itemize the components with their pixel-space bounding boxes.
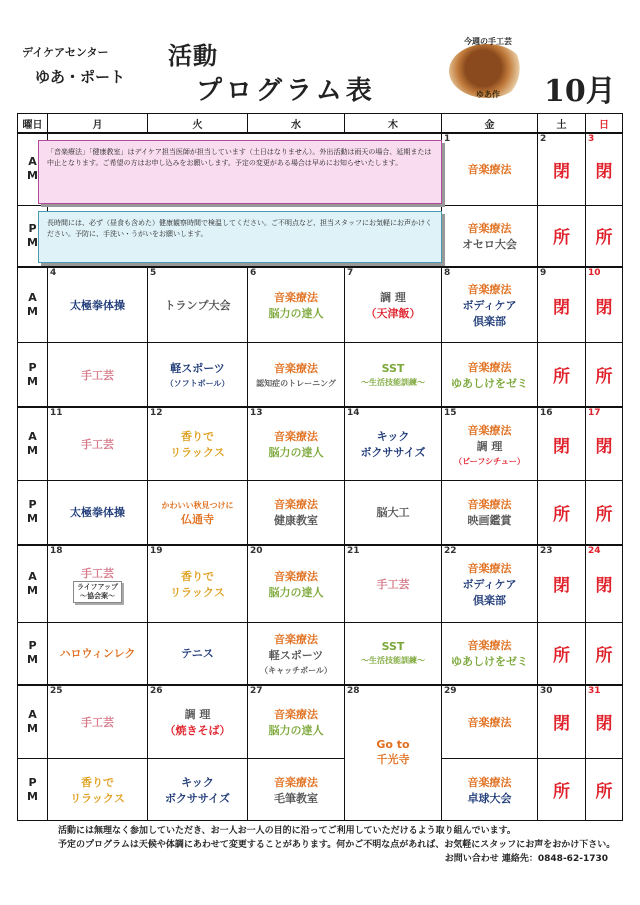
- cell-w2-wed-am: [248, 267, 345, 343]
- activity: 音楽療法: [467, 775, 512, 789]
- date-number: 11: [50, 407, 63, 418]
- header-mon: 月: [48, 114, 148, 134]
- activity: 手工芸: [81, 715, 114, 729]
- activity: （ビーフシチュー）: [454, 456, 525, 466]
- cell-w4-thu-am: [345, 545, 442, 623]
- activity: 香りで: [81, 775, 114, 789]
- cell-w5-tue-pm: [148, 759, 248, 821]
- activity: 手工芸: [81, 438, 114, 452]
- activity: 音楽療法: [274, 498, 318, 512]
- activity: 音楽療法: [274, 632, 318, 646]
- footer-note: [58, 824, 618, 866]
- month-label: 10月: [544, 74, 616, 109]
- cell-w2-sat-pm: [538, 343, 586, 407]
- date-number: 1: [444, 134, 451, 144]
- cell-w5-mon-pm: [48, 759, 148, 821]
- date-number: 6: [250, 267, 257, 278]
- activity: ボクササイズ: [360, 446, 426, 460]
- cell-w5-fri-am: [442, 685, 538, 759]
- header-thu: 木: [345, 114, 442, 134]
- cell-w1-sun-pm: [586, 205, 623, 267]
- am-label: A M: [18, 685, 48, 759]
- footer-line2: 予定のプログラムは天候や体調にあわせて変更することがあります。何かご不明な点があれば、お気軽にスタッフにお声をおかけ下さい。: [58, 840, 616, 850]
- activity: 香りで: [181, 430, 214, 444]
- activity: 卓球大会: [467, 791, 512, 805]
- footer-line1: 活動には無理なく参加していただき、お一人お一人の目的に沿ってご利用していただけるよう取り組んでいます。: [58, 826, 516, 836]
- cell-w2-mon-pm: [48, 343, 148, 407]
- weekday-header-row: [18, 114, 623, 134]
- am-label: A M: [18, 407, 48, 481]
- cell-w3-thu-pm: [345, 481, 442, 545]
- logo-bottom-text: ゆあ作: [476, 90, 500, 99]
- date-number: 13: [250, 407, 263, 418]
- closed-mark: 閉: [553, 161, 570, 182]
- header-wed: 水: [248, 114, 345, 134]
- cell-w2-thu-am: [345, 267, 442, 343]
- week5-pm-row: [18, 759, 623, 821]
- closed-mark: 閉: [595, 297, 613, 318]
- header-tue: 火: [148, 114, 248, 134]
- cell-w5-sun-pm: [586, 759, 623, 821]
- place-name: ゆあ・ポート: [35, 68, 126, 86]
- date-number: 30: [540, 685, 553, 696]
- date-number: 26: [150, 685, 163, 696]
- cell-w3-sun-pm: [586, 481, 623, 545]
- closed-mark: 所: [553, 782, 570, 803]
- activity: 音楽療法: [274, 569, 318, 583]
- date-number: 2: [540, 134, 547, 144]
- activity: 仏通寺: [181, 512, 214, 526]
- activity: 脳力の達人: [268, 446, 324, 460]
- activity: 音楽療法: [274, 291, 318, 305]
- activity: （焼きそば）: [164, 723, 231, 737]
- center-name: デイケアセンター: [22, 46, 109, 59]
- activity: 音楽療法: [467, 283, 512, 297]
- date-number: 29: [444, 685, 457, 696]
- activity: 調 理: [476, 439, 503, 453]
- cell-w4-thu-pm: [345, 623, 442, 685]
- cell-w2-thu-pm: [345, 343, 442, 407]
- cell-w3-thu-am: [345, 407, 442, 481]
- cell-w1-fri-am: [442, 133, 538, 205]
- activity: 脳力の達人: [268, 585, 324, 599]
- week5-am-row: [18, 685, 623, 759]
- date-number: 17: [588, 407, 601, 418]
- date-number: 3: [588, 134, 595, 144]
- closed-mark: 所: [595, 228, 613, 249]
- date-number: 28: [347, 685, 360, 696]
- notice-box-pink: 「音楽療法」「健康教室」はデイケア担当医師が担当しています（土日はなりません）。外出活動は雨天の場合、延期または中止となります。ご希望の方はお申し込みをお願いします。予定の変更がある場合は早めにお知らせいたします。: [38, 140, 442, 204]
- cell-w4-mon-pm: [48, 623, 148, 685]
- logo-top-text: 今週の手工芸: [464, 37, 512, 46]
- activity: 脳力の達人: [268, 307, 324, 321]
- activity: Go to: [376, 738, 410, 752]
- cell-w3-mon-am: [48, 407, 148, 481]
- activity: 音楽療法: [274, 430, 318, 444]
- cell-w2-fri-am: [442, 267, 538, 343]
- activity: 認知症のトレーニング: [256, 379, 336, 389]
- activity: ボディケア: [462, 299, 517, 313]
- activity: 調 理: [184, 707, 211, 721]
- activity: 太極拳体操: [70, 299, 125, 313]
- activity: 千光寺: [376, 753, 410, 767]
- cell-w2-sun-pm: [586, 343, 623, 407]
- closed-mark: 所: [553, 367, 570, 388]
- closed-mark: 所: [595, 645, 613, 666]
- closed-mark: 閉: [595, 161, 613, 182]
- cell-w3-fri-am: [442, 407, 538, 481]
- cell-w2-tue-am: [148, 267, 248, 343]
- closed-mark: 閉: [553, 714, 570, 735]
- date-number: 14: [347, 407, 360, 418]
- pm-label: P M: [18, 343, 48, 407]
- cell-w3-sun-am: [586, 407, 623, 481]
- closed-mark: 閉: [553, 436, 570, 457]
- cell-w2-tue-pm: [148, 343, 248, 407]
- pm-label: P M: [18, 481, 48, 545]
- date-number: 25: [50, 685, 63, 696]
- activity: ボクササイズ: [164, 791, 231, 805]
- activity: ボディケア: [462, 577, 517, 591]
- cell-w5-mon-am: [48, 685, 148, 759]
- closed-mark: 閉: [553, 297, 570, 318]
- date-number: 27: [250, 685, 263, 696]
- cell-w2-sat-am: [538, 267, 586, 343]
- activity: ～生活技能訓練～: [361, 377, 425, 387]
- pm-label: P M: [18, 759, 48, 821]
- cell-w2-wed-pm: [248, 343, 345, 407]
- closed-mark: 所: [595, 504, 613, 525]
- activity: 脳大工: [376, 506, 410, 520]
- cell-w4-wed-am: [248, 545, 345, 623]
- closed-mark: 所: [553, 228, 570, 249]
- activity: 音楽療法: [467, 423, 512, 437]
- closed-mark: 閉: [595, 436, 613, 457]
- cell-w4-tue-am: [148, 545, 248, 623]
- date-number: 19: [150, 545, 163, 556]
- cell-w5-fri-pm: [442, 759, 538, 821]
- date-number: 22: [444, 545, 457, 556]
- date-number: 12: [150, 407, 163, 418]
- cell-w5-tue-am: [148, 685, 248, 759]
- activity: SST: [381, 640, 405, 654]
- cell-w4-sat-am: [538, 545, 586, 623]
- closed-mark: 所: [595, 367, 613, 388]
- date-number: 4: [50, 267, 57, 278]
- activity: リラックス: [70, 791, 125, 805]
- contact-info: お問い合わせ 連絡先：0848-62-1730: [444, 854, 608, 864]
- activity: トランプ大会: [164, 299, 231, 313]
- header-day-label: 曜日: [18, 114, 48, 134]
- activity: 手工芸: [81, 368, 114, 382]
- page-title-line2: プログラム表: [196, 76, 376, 106]
- cell-w1-sat-am: [538, 133, 586, 205]
- week3-pm-row: [18, 481, 623, 545]
- activity: 映画鑑賞: [467, 514, 512, 528]
- cell-w1-sun-am: [586, 133, 623, 205]
- activity: キック: [376, 430, 410, 444]
- activity: 毛筆教室: [274, 791, 318, 805]
- activity: リラックス: [170, 585, 225, 599]
- date-number: 23: [540, 545, 553, 556]
- cell-w3-wed-am: [248, 407, 345, 481]
- activity: 香りで: [181, 569, 214, 583]
- activity: キック: [181, 775, 214, 789]
- activity: SST: [381, 361, 405, 375]
- date-number: 9: [540, 267, 547, 278]
- cell-w4-fri-am: [442, 545, 538, 623]
- closed-mark: 閉: [595, 714, 613, 735]
- pm-label: P M: [18, 205, 48, 267]
- life-up-box: [73, 581, 122, 603]
- activity: 音楽療法: [467, 639, 512, 653]
- date-number: 5: [150, 267, 157, 278]
- cell-w5-sat-pm: [538, 759, 586, 821]
- activity: テニス: [181, 647, 214, 661]
- cell-w3-wed-pm: [248, 481, 345, 545]
- activity: 軽スポーツ: [170, 362, 225, 376]
- activity: 音楽療法: [274, 775, 318, 789]
- activity: 音楽療法: [274, 707, 318, 721]
- activity: 手工芸: [376, 577, 410, 591]
- closed-mark: 閉: [553, 576, 570, 597]
- am-label: A M: [18, 545, 48, 623]
- cell-w1-sat-pm: [538, 205, 586, 267]
- closed-mark: 所: [553, 645, 570, 666]
- week4-am-row: [18, 545, 623, 623]
- week3-am-row: [18, 407, 623, 481]
- activity: オセロ大会: [462, 237, 517, 251]
- cell-w5-sat-am: [538, 685, 586, 759]
- activity: 健康教室: [274, 514, 318, 528]
- cell-w5-sun-am: [586, 685, 623, 759]
- cell-w5-thu: [345, 685, 442, 821]
- cell-w4-sun-pm: [586, 623, 623, 685]
- closed-mark: 所: [595, 782, 613, 803]
- cell-w3-sat-pm: [538, 481, 586, 545]
- cell-w4-sun-am: [586, 545, 623, 623]
- cell-w2-sun-am: [586, 267, 623, 343]
- activity: （ソフトボール）: [165, 379, 230, 389]
- activity: 音楽療法: [467, 163, 512, 177]
- activity: （キャッチボール）: [260, 665, 332, 675]
- cell-w4-tue-pm: [148, 623, 248, 685]
- cell-w3-tue-pm: [148, 481, 248, 545]
- week2-pm-row: [18, 343, 623, 407]
- activity: 手工芸: [81, 566, 114, 580]
- activity: 倶楽部: [473, 315, 506, 329]
- am-label: A M: [18, 267, 48, 343]
- cell-w3-mon-pm: [48, 481, 148, 545]
- page-title-line1: 活動: [168, 41, 218, 70]
- date-number: 7: [347, 267, 354, 278]
- activity: 調 理: [380, 291, 406, 305]
- cell-w4-sat-pm: [538, 623, 586, 685]
- activity: 音楽療法: [467, 715, 512, 729]
- activity: ～生活技能訓練～: [361, 656, 425, 666]
- date-number: 8: [444, 267, 451, 278]
- closed-mark: 所: [553, 504, 570, 525]
- cell-w3-tue-am: [148, 407, 248, 481]
- handicraft-logo-image: [447, 36, 529, 100]
- cell-w3-sat-am: [538, 407, 586, 481]
- activity: 音楽療法: [274, 362, 318, 376]
- activity: 脳力の達人: [268, 723, 324, 737]
- closed-mark: 閉: [595, 576, 613, 597]
- notice-box-blue: 長時間には、必ず（昼食も含めた）健康観察時間で検温してください。ご不明点など、担当スタッフにお気軽にお声かけください。予防に、手洗い・うがいをお願いします。: [38, 211, 442, 263]
- cell-w5-wed-pm: [248, 759, 345, 821]
- activity: 太極拳体操: [70, 506, 125, 520]
- cell-w5-wed-am: [248, 685, 345, 759]
- activity: 軽スポーツ: [268, 648, 324, 662]
- date-number: 16: [540, 407, 553, 418]
- cell-w3-fri-pm: [442, 481, 538, 545]
- cell-w2-fri-pm: [442, 343, 538, 407]
- date-number: 18: [50, 545, 63, 556]
- cell-w4-wed-pm: [248, 623, 345, 685]
- date-number: 20: [250, 545, 263, 556]
- date-number: 15: [444, 407, 457, 418]
- header-fri: 金: [442, 114, 538, 134]
- subbox-line2: ～協会案～: [80, 591, 115, 600]
- date-number: 31: [588, 685, 601, 696]
- activity: 音楽療法: [467, 498, 512, 512]
- date-number: 10: [588, 267, 601, 278]
- activity: かわいい秋見つけに: [161, 500, 234, 510]
- subbox-line1: ライフアップ: [76, 582, 119, 591]
- date-number: 21: [347, 545, 360, 556]
- am-label: A M: [18, 133, 48, 205]
- pm-label: P M: [18, 623, 48, 685]
- cell-w1-fri-pm: [442, 205, 538, 267]
- activity: 音楽療法: [467, 561, 512, 575]
- cell-w4-mon-am: [48, 545, 148, 623]
- week4-pm-row: [18, 623, 623, 685]
- header-sun: 日: [586, 114, 623, 134]
- activity: （天津飯）: [365, 307, 421, 321]
- activity: ハロウィンレク: [59, 647, 136, 661]
- week2-am-row: [18, 267, 623, 343]
- activity: 倶楽部: [473, 593, 506, 607]
- activity: 音楽療法: [467, 221, 512, 235]
- header-sat: 土: [538, 114, 586, 134]
- activity: ゆあしけをゼミ: [451, 655, 528, 669]
- activity: 音楽療法: [467, 360, 512, 374]
- cell-w2-mon-am: [48, 267, 148, 343]
- activity: リラックス: [170, 446, 225, 460]
- activity: ゆあしけをゼミ: [451, 376, 528, 390]
- cell-w4-fri-pm: [442, 623, 538, 685]
- date-number: 24: [588, 545, 601, 556]
